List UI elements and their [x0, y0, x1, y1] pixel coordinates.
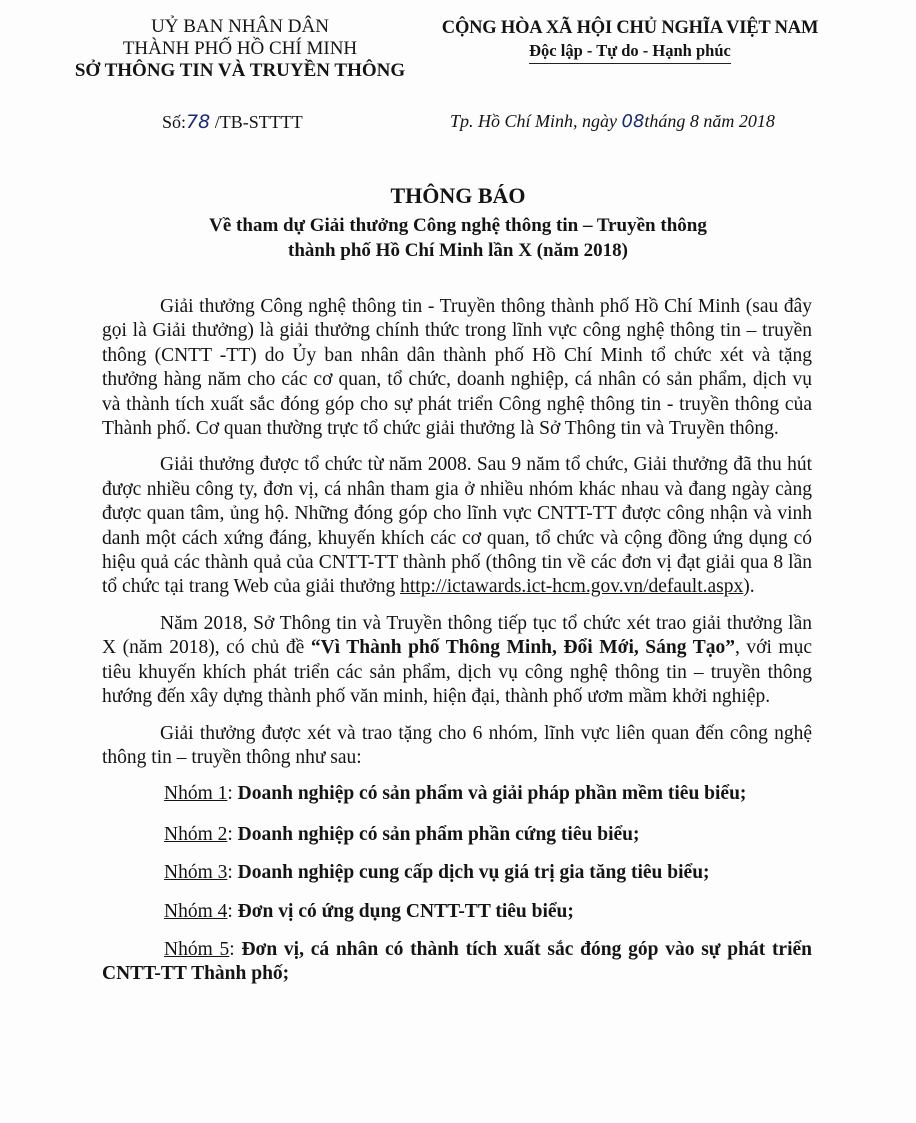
national-header — [420, 16, 840, 64]
group-description: Doanh nghiệp có sản phẩm phần cứng tiêu biểu; — [237, 823, 640, 845]
group-label: Nhóm 5 — [164, 938, 230, 960]
place-and-date — [450, 111, 775, 132]
document-title: THÔNG BÁO — [390, 183, 526, 208]
agency-line-2: THÀNH PHỐ HỒ CHÍ MINH — [122, 38, 358, 59]
group-separator: : — [227, 783, 238, 805]
document-body — [102, 295, 812, 1001]
paragraph-3-start: Năm 2018, Sở Thông tin và Truyền thông tiếp tục tổ chức xét trao giải thưởng lần X (năm 2018), có chủ đề — [102, 612, 812, 659]
group-separator: : — [227, 823, 238, 845]
paragraph-3 — [102, 612, 812, 710]
agency-line-1: UỶ BAN NHÂN DÂN — [151, 16, 329, 37]
issuing-agency-header — [40, 16, 440, 82]
document-number — [162, 111, 303, 133]
paragraph-2 — [102, 453, 812, 599]
paragraph-2-end: ). — [743, 576, 755, 598]
agency-line-3: SỞ THÔNG TIN VÀ TRUYỀN THÔNG — [74, 60, 406, 81]
paragraph-2-text: Giải thưởng được tổ chức từ năm 2008. Sau 9 năm tổ chức, Giải thưởng đã thu hút được nhiều công ty, đơn vị, cá nhân tham gia ở nhiều nhóm khác nhau và đang ngày càng được quan tâm, ủng hộ. Những đóng góp cho lĩnh vực CNTT-TT được công nhận và vinh danh một cách xứng đáng, khuyến khích các cơ quan, tổ chức và cộng đồng ứng dụng có hiệu quả các thành quả của CNTT-TT thành phố (thông tin về các đơn vị đạt giải qua 8 lần tổ chức tại trang Web của giải thưởng — [102, 454, 812, 598]
subtitle-line-2: thành phố Hồ Chí Minh lần X (năm 2018) — [288, 240, 628, 261]
group-item-2 — [102, 823, 812, 847]
paragraph-3-end: , với mục tiêu khuyến khích phát triển các sản phẩm, dịch vụ công nghệ thông tin – truyền thông hướng đến xây dựng thành phố văn minh, hiện đại, thành phố ươm mầm khởi nghiệp. — [102, 637, 812, 708]
award-theme: “Vì Thành phố Thông Minh, Đổi Mới, Sáng Tạo” — [310, 637, 735, 659]
paragraph-4: Giải thưởng được xét và trao tặng cho 6 nhóm, lĩnh vực liên quan đến công nghệ thông tin – truyền thông như sau: — [102, 722, 812, 768]
group-label: Nhóm 3 — [164, 862, 228, 884]
group-separator: : — [227, 900, 238, 922]
subtitle-line-1: Về tham dự Giải thưởng Công nghệ thông tin – Truyền thông — [209, 215, 707, 236]
date-suffix: tháng 8 năm 2018 — [644, 111, 775, 131]
date-day-handwritten: 08 — [621, 111, 645, 132]
group-item-1 — [102, 782, 812, 806]
group-separator: : — [229, 938, 242, 960]
group-description: Đơn vị có ứng dụng CNTT-TT tiêu biểu; — [237, 900, 574, 922]
group-description: Đơn vị, cá nhân có thành tích xuất sắc đóng góp vào sự phát triển CNTT-TT Thành phố; — [102, 938, 813, 985]
doc-number-handwritten: 78 — [186, 111, 211, 133]
doc-number-prefix: Số: — [162, 112, 187, 132]
paragraph-1: Giải thưởng Công nghệ thông tin - Truyền thông thành phố Hồ Chí Minh (sau đây gọi là Giải thưởng) là giải thưởng chính thức trong lĩnh vực công nghệ thông tin – truyền thông (CNTT -TT) do Ủy ban nhân dân thành phố Hồ Chí Minh tổ chức xét và tặng thưởng hàng năm cho các cơ quan, tổ chức, doanh nghiệp, cá nhân có sản phẩm, dịch vụ và thành tích xuất sắc đóng góp cho sự phát triển Công nghệ thông tin - truyền thông của Thành phố. Cơ quan thường trực tổ chức giải thưởng là Sở Thông tin và Truyền thông. — [102, 296, 812, 440]
group-separator: : — [227, 862, 238, 884]
group-item-5 — [102, 938, 812, 987]
group-label: Nhóm 4 — [164, 900, 228, 922]
group-label: Nhóm 1 — [164, 783, 228, 805]
group-item-4 — [102, 900, 812, 924]
nation-title: CỘNG HÒA XÃ HỘI CHỦ NGHĨA VIỆT NAM — [441, 18, 819, 38]
document-subtitle — [0, 213, 916, 263]
group-description: Doanh nghiệp cung cấp dịch vụ giá trị gia tăng tiêu biểu; — [237, 862, 710, 884]
group-label: Nhóm 2 — [164, 823, 228, 845]
awards-website-link[interactable]: http://ictawards.ict-hcm.gov.vn/default.aspx — [400, 576, 744, 598]
place-prefix: Tp. Hồ Chí Minh, ngày — [450, 111, 622, 131]
national-motto: Độc lập - Tự do - Hạnh phúc — [529, 41, 731, 64]
group-description: Doanh nghiệp có sản phẩm và giải pháp phần mềm tiêu biểu; — [237, 783, 747, 805]
doc-number-suffix: /TB-STTTT — [210, 112, 303, 132]
group-item-3 — [102, 861, 812, 885]
